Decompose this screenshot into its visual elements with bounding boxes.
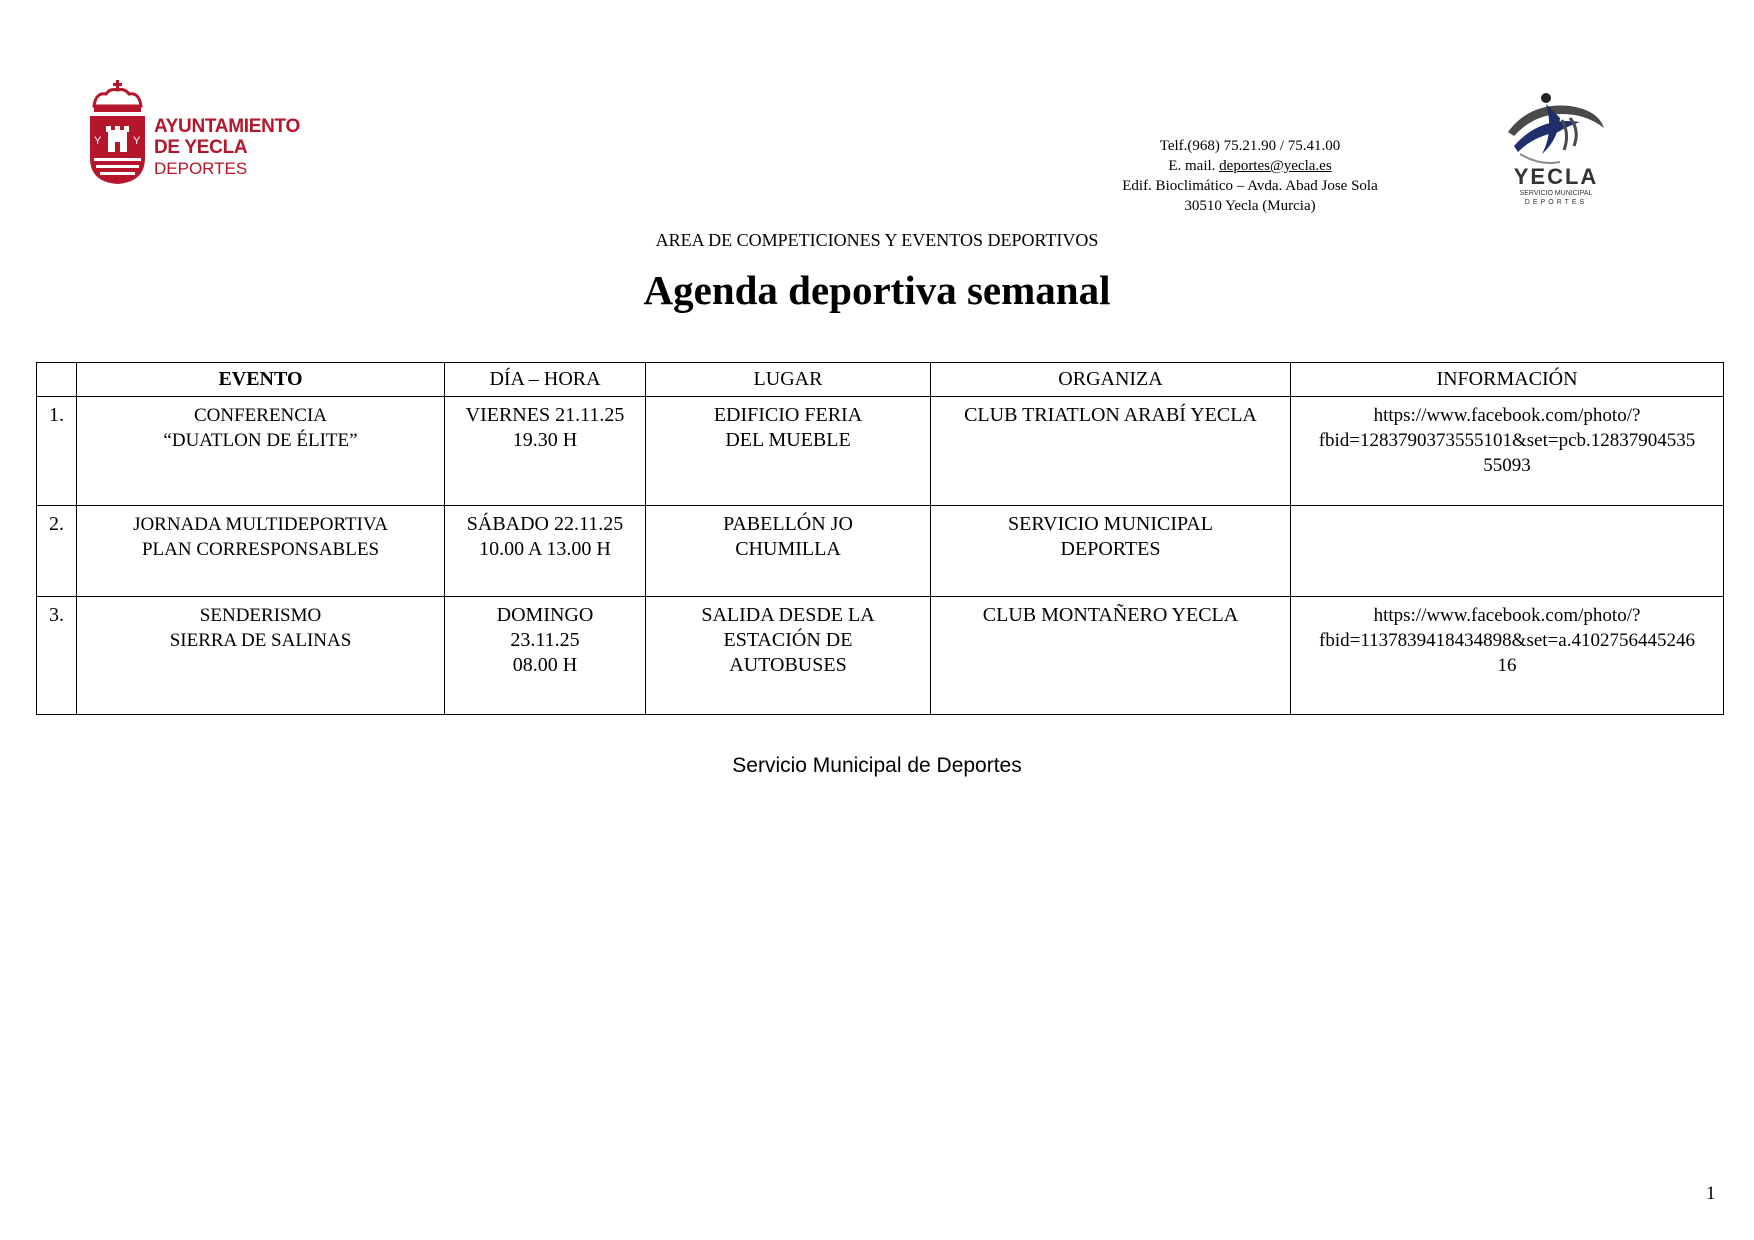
organizer-cell [931,506,1291,597]
date-cell [445,506,646,597]
header-dia-hora: DÍA – HORA [445,363,646,397]
event-line: CONFERENCIA [193,405,327,426]
contact-phone: Telf.(968) 75.21.90 / 75.41.00 [1159,138,1341,154]
organizer-cell [931,397,1291,506]
time-line: 19.30 H [512,429,578,451]
time-line: 08.00 H [512,654,578,676]
svg-text:Y: Y [94,135,102,147]
date-cell [445,597,646,715]
place-cell [646,597,931,715]
info-url-line: fbid=1283790373555101&set=pcb.12837904535 [1318,430,1696,451]
place-line: DEL MUEBLE [725,429,851,451]
info-url-line: https://www.facebook.com/photo/? [1373,605,1641,626]
page-title: Agenda deportiva semanal [643,267,1111,313]
time-line: 10.00 A 13.00 H [479,538,611,560]
date-line: VIERNES 21.11.25 [465,404,625,426]
svg-text:Y: Y [133,135,141,147]
place-line: PABELLÓN JO [723,513,853,535]
logo-line-2: DE YECLA [154,137,248,158]
info-link-cell[interactable] [1291,397,1724,506]
page-number: 1 [1706,1183,1716,1204]
place-line: CHUMILLA [735,538,841,560]
place-line: AUTOBUSES [729,654,847,676]
event-line: SENDERISMO [199,605,322,626]
place-line: SALIDA DESDE LA [701,604,875,626]
contact-city: 30510 Yecla (Murcia) [1184,198,1316,214]
footer-text: Servicio Municipal de Deportes [732,754,1022,777]
place-line: EDIFICIO FERIA [713,404,863,426]
info-url-line: https://www.facebook.com/photo/? [1373,405,1641,426]
event-cell [77,397,445,506]
contact-email-link[interactable]: deportes@yecla.es [1219,158,1332,174]
event-cell [77,506,445,597]
coat-of-arms-icon [88,80,148,186]
event-line: SIERRA DE SALINAS [169,630,352,651]
info-url-line: 55093 [1483,455,1531,476]
contact-email-prefix: E. mail. [1168,158,1220,174]
info-url-line: 16 [1497,655,1517,676]
contact-address: Edif. Bioclimático – Avda. Abad Jose Sola [1122,178,1378,194]
info-url-line: fbid=1137839418434898&set=a.4102756445246 [1319,630,1695,651]
ayuntamiento-logo [88,80,318,190]
event-line: PLAN CORRESPONSABLES [141,539,380,560]
organizer-line: CLUB MONTAÑERO YECLA [982,604,1239,626]
place-cell [646,397,931,506]
header-evento: EVENTO [77,363,445,397]
table-row [37,597,1724,715]
table-header-row [37,363,1724,397]
contact-email-line [1060,156,1440,176]
date-cell [445,397,646,506]
header-lugar: LUGAR [646,363,931,397]
date-line: 23.11.25 [510,629,580,651]
event-cell [77,597,445,715]
organizer-line: DEPORTES [1060,538,1161,560]
date-line: SÁBADO 22.11.25 [466,513,624,535]
servicio-deportes-logo [1500,92,1610,212]
contact-block [1060,136,1440,216]
table-row [37,506,1724,597]
organizer-line: CLUB TRIATLON ARABÍ YECLA [964,404,1257,426]
ayuntamiento-logo-text [154,116,300,179]
service-logo-name: YECLA [1513,164,1599,189]
header-num [37,363,77,397]
info-link-cell [1291,506,1724,597]
place-line: ESTACIÓN DE [723,629,853,651]
organizer-line: SERVICIO MUNICIPAL [1008,513,1213,535]
info-link-cell[interactable] [1291,597,1724,715]
place-cell [646,506,931,597]
event-line: JORNADA MULTIDEPORTIVA [133,514,388,535]
row-number: 2. [37,506,77,597]
agenda-table [36,362,1724,715]
table-row [37,397,1724,506]
row-number: 1. [37,397,77,506]
organizer-cell [931,597,1291,715]
header-informacion: INFORMACIÓN [1291,363,1724,397]
logo-line-3: DEPORTES [154,159,248,178]
date-line: DOMINGO [496,604,594,626]
service-logo-subtitle-2: DEPORTES [1524,199,1588,206]
service-logo-subtitle: SERVICIO MUNICIPAL [1519,190,1593,197]
header-organiza: ORGANIZA [931,363,1291,397]
logo-line-1: AYUNTAMIENTO [154,116,300,137]
area-title: AREA DE COMPETICIONES Y EVENTOS DEPORTIVOS [655,230,1099,250]
event-line: “DUATLON DE ÉLITE” [163,430,358,451]
row-number: 3. [37,597,77,715]
